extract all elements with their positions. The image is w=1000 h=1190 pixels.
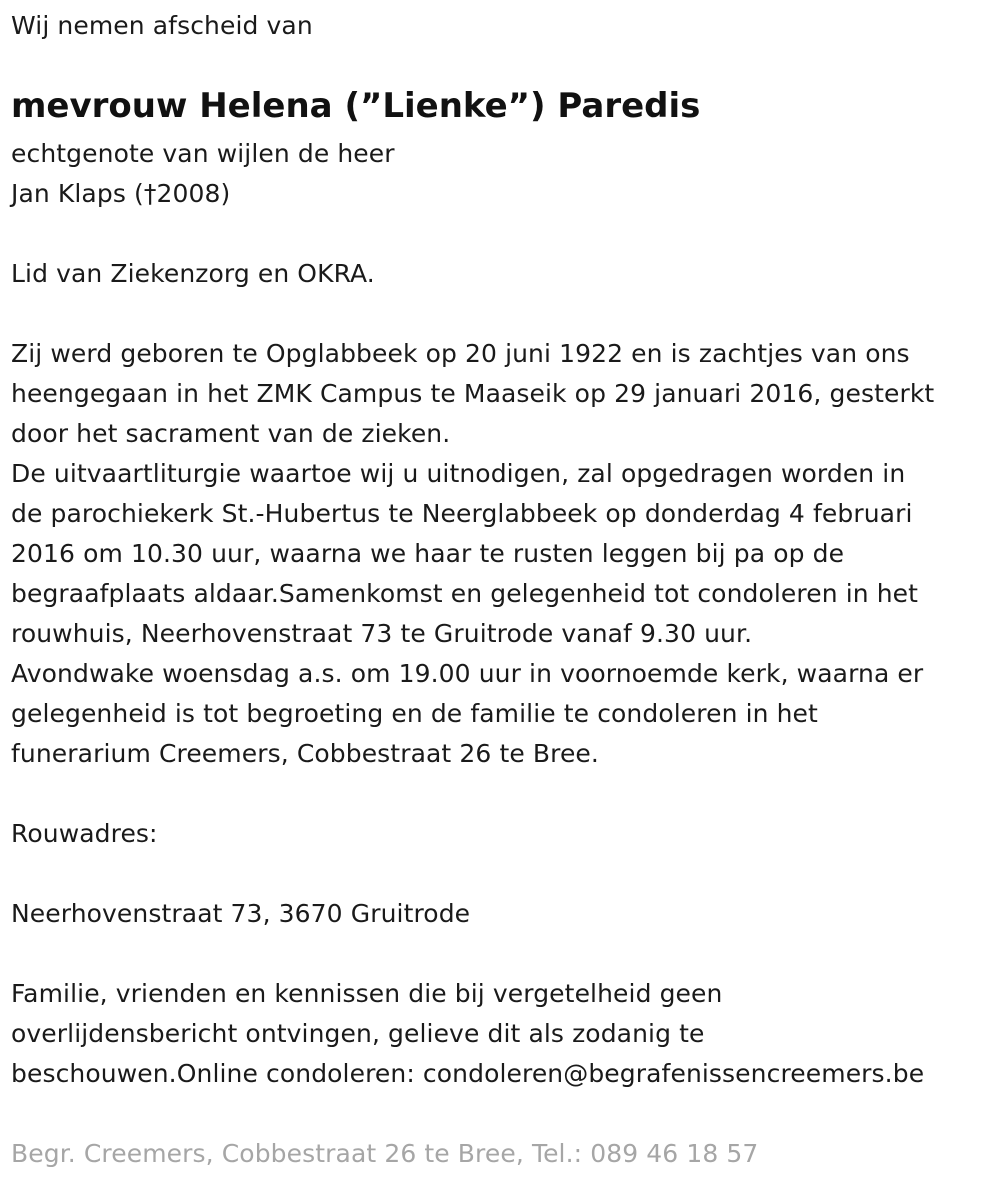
funeral-home-footer: Begr. Creemers, Cobbestraat 26 te Bree, Tel.: 089 46 18 57: [11, 1139, 759, 1168]
body-line: gelegenheid is tot begroeting en de familie te condoleren in het: [11, 699, 818, 728]
body-line: De uitvaartliturgie waartoe wij u uitnodigen, zal opgedragen worden in: [11, 459, 906, 488]
body-line: heengegaan in het ZMK Campus te Maaseik op 29 januari 2016, gesterkt: [11, 379, 935, 408]
spouse-block: [11, 134, 395, 214]
family-line: Familie, vrienden en kennissen die bij vergetelheid geen: [11, 979, 723, 1008]
family-line: overlijdensbericht ontvingen, gelieve dit als zodanig te: [11, 1019, 705, 1048]
body-line: de parochiekerk St.-Hubertus te Neerglabbeek op donderdag 4 februari: [11, 499, 913, 528]
funeral-details: [11, 334, 934, 774]
body-line: funerarium Creemers, Cobbestraat 26 te Bree.: [11, 739, 599, 768]
spouse-line: Jan Klaps (†2008): [11, 179, 231, 208]
body-line: door het sacrament van de zieken.: [11, 419, 451, 448]
deceased-name: mevrouw Helena (”Lienke”) Paredis: [11, 86, 701, 126]
rouwadres-address: Neerhovenstraat 73, 3670 Gruitrode: [11, 899, 471, 928]
intro-text: Wij nemen afscheid van: [11, 11, 313, 40]
body-line: begraafplaats aldaar.Samenkomst en gelegenheid tot condoleren in het: [11, 579, 919, 608]
spouse-line: echtgenote van wijlen de heer: [11, 139, 395, 168]
body-line: Avondwake woensdag a.s. om 19.00 uur in voornoemde kerk, waarna er: [11, 659, 924, 688]
membership-text: Lid van Ziekenzorg en OKRA.: [11, 259, 375, 288]
body-line: 2016 om 10.30 uur, waarna we haar te rusten leggen bij pa op de: [11, 539, 845, 568]
body-line: Zij werd geboren te Opglabbeek op 20 juni 1922 en is zachtjes van ons: [11, 339, 910, 368]
family-line: beschouwen.Online condoleren: condoleren@begrafenissencreemers.be: [11, 1059, 925, 1088]
family-notice: [11, 974, 924, 1094]
body-line: rouwhuis, Neerhovenstraat 73 te Gruitrode vanaf 9.30 uur.: [11, 619, 753, 648]
rouwadres-label: Rouwadres:: [11, 819, 158, 848]
